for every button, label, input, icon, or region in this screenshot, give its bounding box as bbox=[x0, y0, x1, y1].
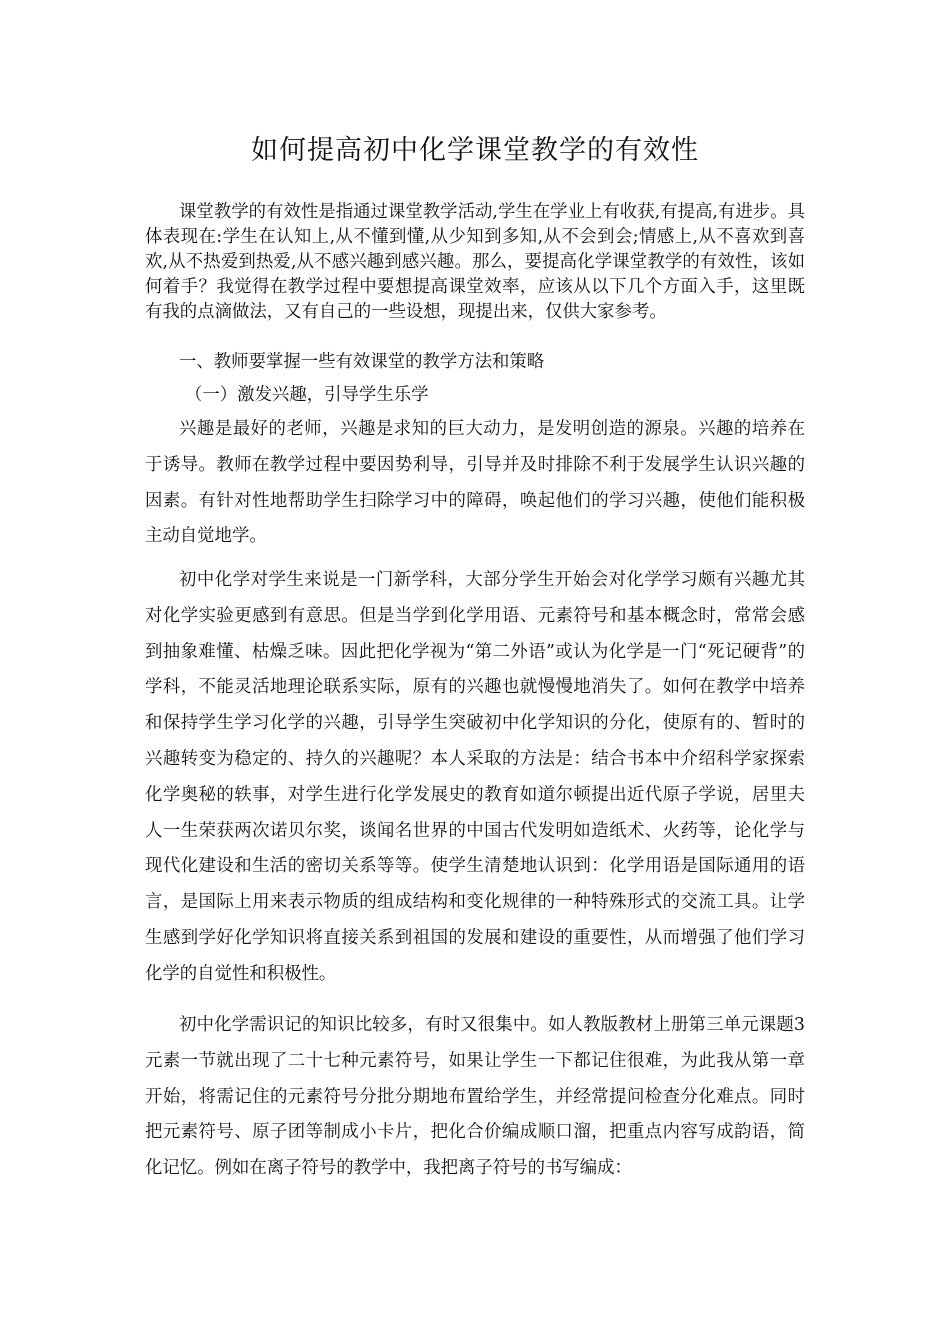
body-paragraph-chemistry-new-subject: 初中化学对学生来说是一门新学科，大部分学生开始会对化学学习颇有兴趣尤其对化学实验更感到有意思。但是当学到化学用语、元素符号和基本概念时，常常会感到抽象难懂、枯燥乏味。因此把化学视为“第二外语”或认为化学是一门“死记硬背”的学科，不能灵活地理论联系实际，原有的兴趣也就慢慢地消失了。如何在教学中培养和保持学生学习化学的兴趣，引导学生突破初中化学知识的分化，使原有的、暂时的兴趣转变为稳定的、持久的兴趣呢？本人采取的方法是：结合书本中介绍科学家探索化学奥秘的轶事，对学生进行化学发展史的教育如道尔顿提出近代原子学说，居里夫人一生荣获两次诺贝尔奖，谈闻名世界的中国古代发明如造纸术、火药等，论化学与现代化建设和生活的密切关系等等。使学生清楚地认识到：化学用语是国际通用的语言，是国际上用来表示物质的组成结构和变化规律的一种特殊形式的交流工具。让学生感到学好化学知识将直接关系到祖国的发展和建设的重要性，从而增强了他们学习化学的自觉性和积极性。 bbox=[145, 570, 805, 984]
body-paragraph-memorization: 初中化学需识记的知识比较多，有时又很集中。如人教版教材上册第三单元课题3元素一节就出现了二十七种元素符号，如果让学生一下都记住很难，为此我从第一章开始，将需记住的元素符号分批分期地布置给学生，并经常提问检查分化难点。同时把元素符号、原子团等制成小卡片，把化合价编成顺口溜，把重点内容写成韵语，简化记忆。例如在离子符号的教学中，我把离子符号的书写编成： bbox=[145, 1015, 805, 1179]
body-paragraph-interest: 兴趣是最好的老师，兴趣是求知的巨大动力，是发明创造的源泉。兴趣的培养在于诱导。教师在教学过程中要因势利导，引导并及时排除不利于发展学生认识兴趣的因素。有针对性地帮助学生扫除学习中的障碍，唤起他们的学习兴趣，使他们能积极主动自觉地学。 bbox=[145, 419, 805, 547]
intro-paragraph: 课堂教学的有效性是指通过课堂教学活动,学生在学业上有收获,有提高,有进步。具体表现在:学生在认知上,从不懂到懂,从少知到多知,从不会到会;情感上,从不喜欢到喜欢,从不热爱到热爱,从不感兴趣到感兴趣。那么，要提高化学课堂教学的有效性，该如何着手？我觉得在教学过程中要想提高课堂效率，应该从以下几个方面入手，这里既有我的点滴做法，又有自己的一些设想，现提出来，仅供大家参考。 bbox=[145, 202, 805, 322]
document-title: 如何提高初中化学课堂教学的有效性 bbox=[251, 135, 699, 166]
subsection-heading: （一）激发兴趣，引导学生乐学 bbox=[185, 385, 429, 405]
section-heading: 一、教师要掌握一些有效课堂的教学方法和策略 bbox=[179, 352, 545, 372]
